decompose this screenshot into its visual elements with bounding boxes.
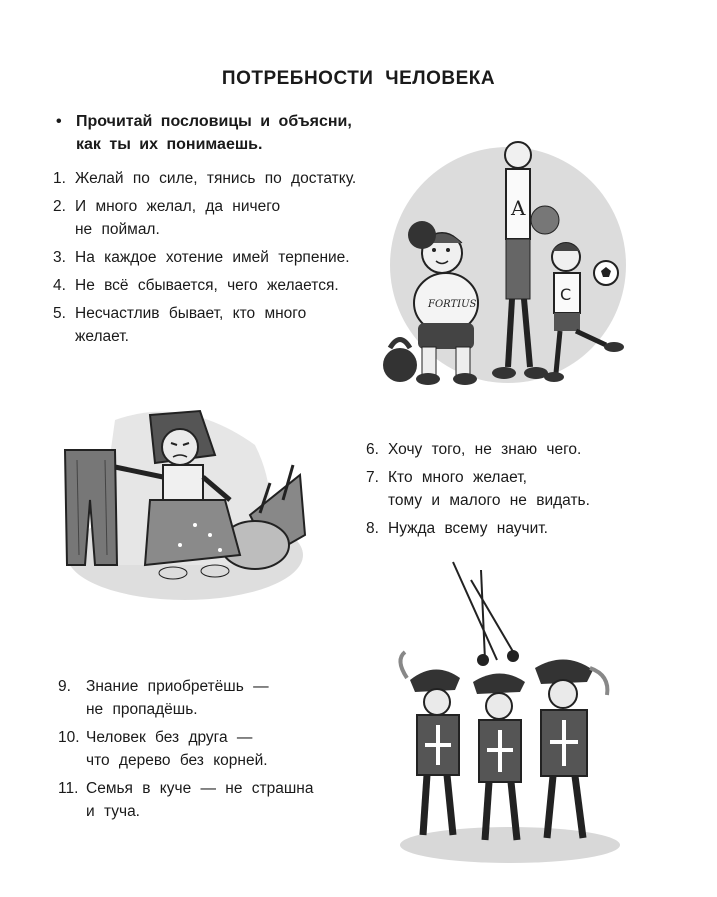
proverb-number: 9. <box>58 678 71 695</box>
proverb-number: 11. <box>58 780 79 797</box>
svg-text:A: A <box>511 196 526 220</box>
proverb-text: Нужда всему научит. <box>388 520 548 537</box>
proverb-3 <box>53 246 403 269</box>
old-woman-illustration <box>55 405 310 605</box>
svg-text:C: C <box>560 285 572 304</box>
proverb-8 <box>366 517 666 540</box>
task-line-2: как ты их понимаешь. <box>76 136 263 153</box>
proverb-9 <box>58 675 378 721</box>
task-line-1: Прочитай пословицы и объясни, <box>76 113 352 130</box>
proverb-text: Семья в куче — не страшна <box>86 780 314 797</box>
proverb-text: И много желал, да ничего <box>75 198 281 215</box>
kettlebell-icon <box>383 340 417 383</box>
proverb-number: 8. <box>366 520 379 537</box>
proverb-4 <box>53 274 403 297</box>
proverb-number: 4. <box>53 277 66 294</box>
proverb-text: Несчастлив бывает, кто много <box>75 305 307 322</box>
proverb-text: Не всё сбывается, чего желается. <box>75 277 339 294</box>
proverb-number: 5. <box>53 305 66 322</box>
proverb-text: Хочу того, не знаю чего. <box>388 441 582 458</box>
proverb-text: и туча. <box>86 803 140 820</box>
musketeer-left-figure <box>400 652 460 835</box>
musketeers-illustration <box>385 560 625 870</box>
proverbs-group-1 <box>53 167 403 353</box>
proverb-text: желает. <box>75 328 129 345</box>
proverb-number: 10. <box>58 729 80 746</box>
proverb-2 <box>53 195 403 241</box>
proverb-11 <box>58 777 378 823</box>
page-title: ПОТРЕБНОСТИ ЧЕЛОВЕКА <box>221 68 496 89</box>
proverb-text: не поймал. <box>75 221 160 238</box>
svg-text:FORTIUS: FORTIUS <box>428 299 477 310</box>
proverb-5 <box>53 302 403 348</box>
proverb-text: Знание приобретёшь — <box>86 678 269 695</box>
proverbs-group-3 <box>58 675 378 828</box>
proverb-text: тому и малого не видать. <box>388 492 590 509</box>
proverb-1 <box>53 167 403 190</box>
proverb-text: что дерево без корней. <box>86 752 268 769</box>
proverb-text: Человек без друга — <box>86 729 253 746</box>
proverb-10 <box>58 726 378 772</box>
proverb-text: На каждое хотение имей терпение. <box>75 249 350 266</box>
musketeer-middle-figure <box>473 674 525 841</box>
proverb-text: Желай по силе, тянись по достатку. <box>75 170 357 187</box>
bullet-icon: • <box>56 113 62 130</box>
boys-sports-illustration <box>370 135 640 395</box>
task-instruction <box>56 110 386 156</box>
proverb-text: не пропадёшь. <box>86 701 198 718</box>
musketeer-right-figure <box>535 659 607 838</box>
proverb-number: 6. <box>366 441 379 458</box>
proverb-number: 1. <box>53 170 66 187</box>
soccer-ball-icon <box>594 261 618 285</box>
proverb-number: 2. <box>53 198 66 215</box>
proverb-6 <box>366 438 666 461</box>
proverbs-group-2 <box>366 438 666 545</box>
proverb-text: Кто много желает, <box>388 469 527 486</box>
proverb-number: 3. <box>53 249 66 266</box>
proverb-number: 7. <box>366 469 379 486</box>
crossed-swords-icon <box>453 562 519 666</box>
proverb-7 <box>366 466 666 512</box>
